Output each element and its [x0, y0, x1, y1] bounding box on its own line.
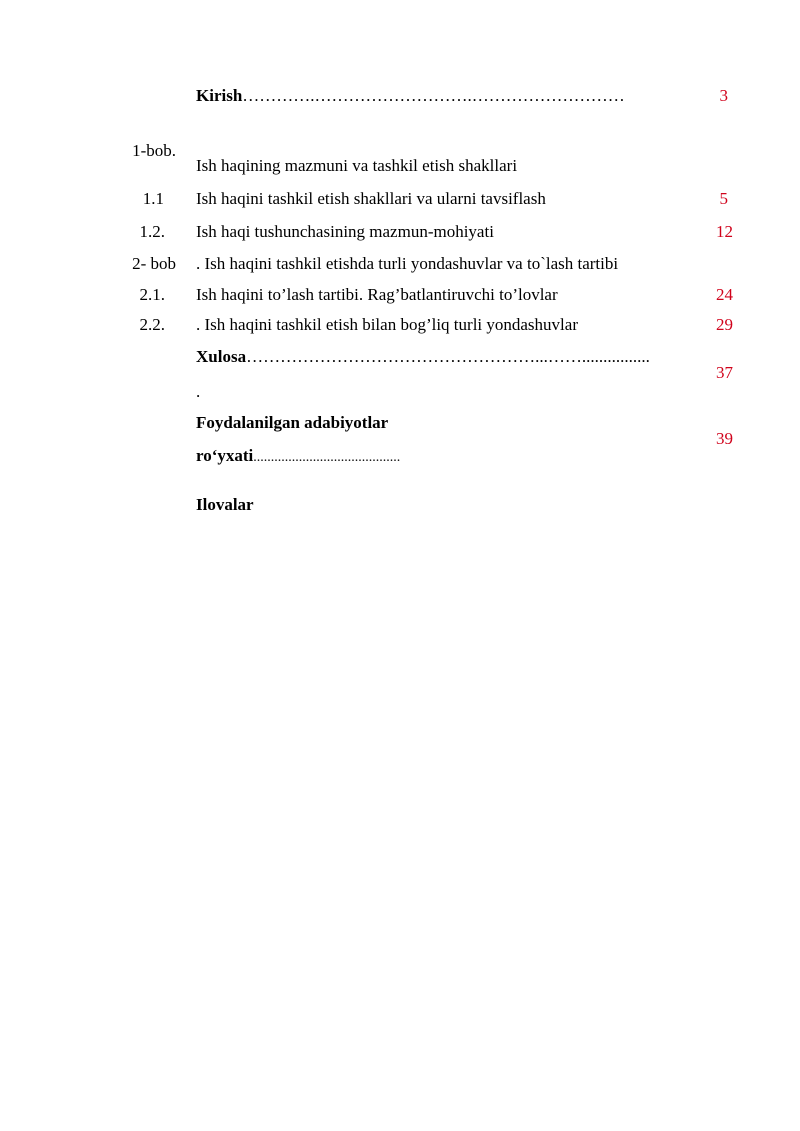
toc-references-title-line1: Foydalanilgan adabiyotlar — [196, 413, 389, 432]
toc-kirish-dots: ………….……………………….……………………… — [242, 86, 625, 105]
toc-item-1-1-page: 5 — [719, 189, 728, 208]
toc-xulosa-page: 37 — [716, 363, 733, 382]
toc-bob1-label: 1-bob. — [132, 141, 176, 160]
toc-item-1-1-number: 1.1 — [142, 189, 164, 208]
toc-ilovalar-title: Ilovalar — [196, 495, 254, 514]
toc-kirish-title: Kirish — [196, 86, 243, 105]
toc-xulosa-dots: ……………………………………………...……................ — [246, 347, 650, 366]
toc-kirish-page: 3 — [719, 86, 728, 105]
toc-item-1-2-title: Ish haqi tushunchasining mazmun-mohiyati — [196, 222, 494, 241]
toc-bob1-title: Ish haqining mazmuni va tashkil etish shakllari — [196, 156, 518, 175]
toc-item-1-1-title: Ish haqini tashkil etish shakllari va ularni tavsiflash — [196, 189, 546, 208]
toc-entry-references-line2 — [196, 446, 400, 468]
toc-item-2-1-title: Ish haqini to’lash tartibi. Rag’batlantiruvchi to’lovlar — [196, 285, 558, 304]
toc-item-1-2-number: 1.2. — [139, 222, 165, 241]
toc-references-title-line2: ro‘yxati — [196, 446, 254, 465]
toc-item-2-2-number: 2.2. — [139, 315, 165, 334]
toc-bob2-label: 2- bob — [132, 254, 176, 273]
toc-entry-kirish — [196, 86, 625, 106]
toc-references-dots: .......................................... — [253, 450, 401, 465]
toc-bob2-title: . Ish haqini tashkil etishda turli yondashuvlar va to`lash tartibi — [196, 254, 619, 273]
toc-item-2-2-page: 29 — [716, 315, 733, 334]
toc-xulosa-title: Xulosa — [196, 347, 247, 366]
toc-xulosa-dots-continued: . — [196, 382, 201, 401]
toc-item-2-2-title: . Ish haqini tashkil etish bilan bog’liq turli yondashuvlar — [196, 315, 578, 334]
toc-entry-xulosa — [196, 347, 650, 367]
toc-item-2-1-page: 24 — [716, 285, 733, 304]
toc-references-page: 39 — [716, 429, 733, 448]
toc-item-1-2-page: 12 — [716, 222, 733, 241]
toc-item-2-1-number: 2.1. — [139, 285, 165, 304]
